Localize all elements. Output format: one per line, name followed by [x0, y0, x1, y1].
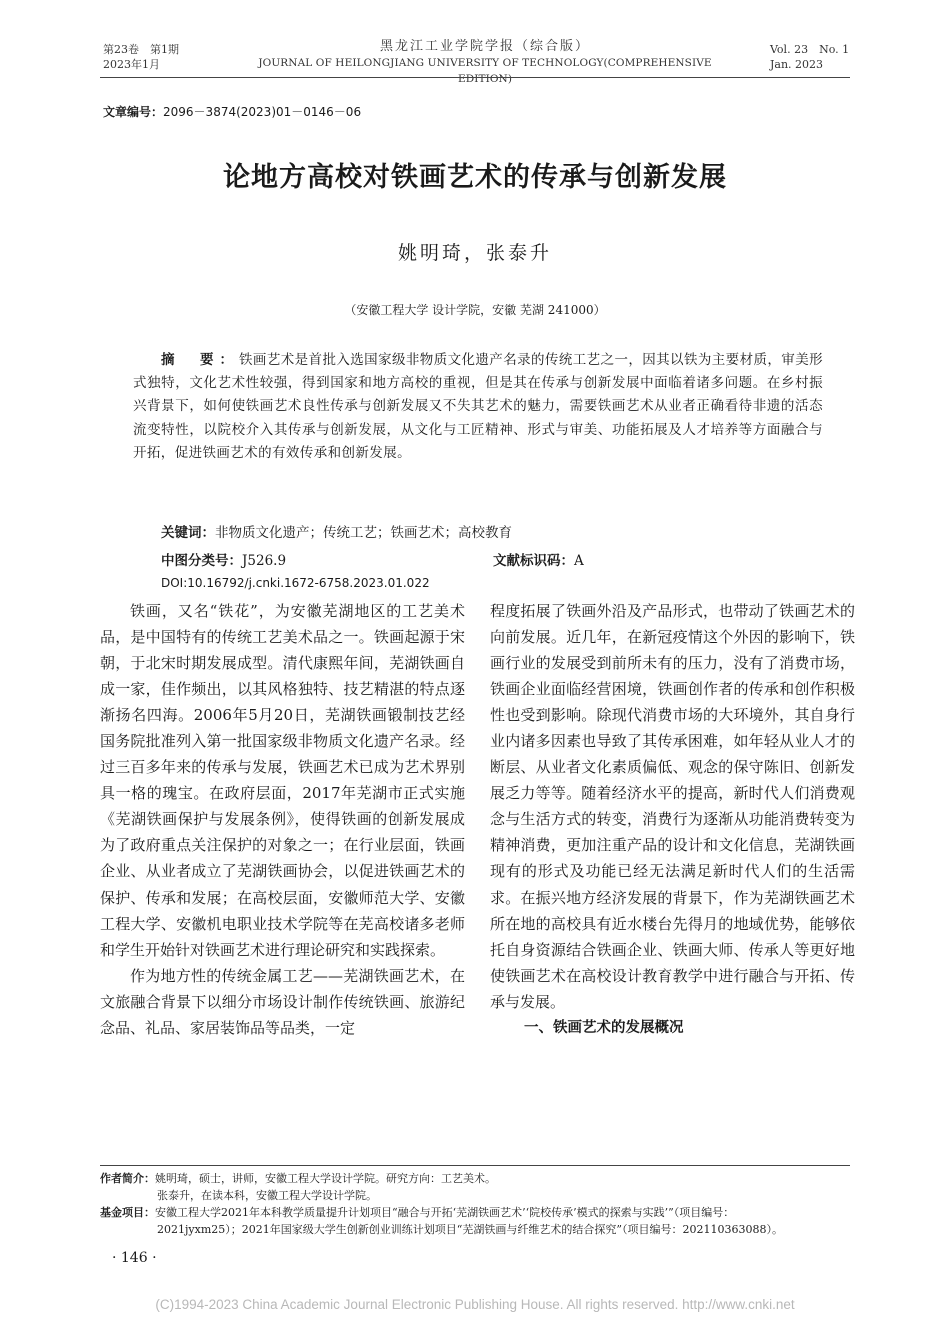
document-code — [493, 549, 584, 569]
clc-value: J526.9 — [242, 553, 287, 569]
footnote-author-1: 姚明琦，硕士，讲师，安徽工程大学设计学院。研究方向：工艺美术。 — [155, 1172, 496, 1185]
article-number-label: 文章编号： — [103, 105, 164, 119]
footnote-rule — [100, 1165, 850, 1166]
footnote-fund-2: 2021jyxm25）；2021年国家级大学生创新创业训练计划项目“芜湖铁画与纤维艺术的结合探究”（项目编号：202110363088）。 — [157, 1223, 783, 1236]
date-cn: 2023年1月 — [103, 58, 160, 71]
body-paragraph: 铁画，又名“铁花”，为安徽芜湖地区的工艺美术品，是中国特有的传统工艺美术品之一。铁画起源于宋朝，于北宋时期发展成型。清代康熙年间，芜湖铁画自成一家，佳作频出，以其风格独特、技艺精湛的特点逐渐扬名四海。2006年5月20日，芜湖铁画锻制技艺经国务院批准列入第一批国家级非物质文化遗产名录。经过三百多年来的传承与发展，铁画艺术已成为艺术界别具一格的瑰宝。在政府层面，2017年芜湖市正式实施《芜湖铁画保护与发展条例》，使得铁画的创新发展成为了政府重点关注保护的对象之一；在行业层面，铁画企业、从业者成立了芜湖铁画协会，以促进铁画艺术的保护、传承和发展；在高校层面，安徽师范大学、安徽工程大学、安徽机电职业技术学院等在芜高校诸多老师和学生开始针对铁画艺术进行理论研究和实践探索。 — [100, 602, 465, 959]
header-volume-cn — [103, 42, 179, 72]
journal-title-cn: 黑龙江工业学院学报（综合版） — [379, 39, 590, 54]
authors: 姚明琦，张泰升 — [397, 242, 552, 264]
abstract-text: 铁画艺术是首批入选国家级非物质文化遗产名录的传统工艺之一，因其以铁为主要材质，审美形式独特，文化艺术性较强，得到国家和地方高校的重视，但是其在传承与创新发展中面临着诸多问题。在乡村振兴背景下，如何使铁画艺术良性传承与创新发展又不失其艺术的魅力，需要铁画艺术从业者正确看待非遗的活态流变特性，以院校介入其传承与创新发展，从文化与工匠精神、形式与审美、功能拓展及人才培养等方面融合与开拓，促进铁画艺术的有效传承和创新发展。 — [133, 352, 824, 461]
header-journal — [230, 38, 740, 87]
paper-title: 论地方高校对铁画艺术的传承与创新发展 — [223, 162, 727, 193]
header-rule — [100, 77, 850, 78]
footnote-author-label: 作者简介： — [100, 1172, 155, 1185]
article-number-value: 2096－3874(2023)01－0146－06 — [163, 105, 362, 119]
footnote-fund-1: 安徽工程大学2021年本科教学质量提升计划项目“融合与开拓‘芜湖铁画艺术’‘院校传承’模式的探索与实践’”（项目编号： — [155, 1206, 735, 1219]
body-column-right — [490, 598, 855, 1041]
article-number — [103, 103, 361, 120]
clc-number — [161, 549, 286, 569]
body-paragraph-continued: 程度拓展了铁画外沿及产品形式，也带动了铁画艺术的向前发展。近几年，在新冠疫情这个外因的影响下，铁画行业的发展受到前所未有的压力，没有了消费市场，铁画企业面临经营困境，铁画创作者的传承和创作积极性也受到影响。除现代消费市场的大环境外，其自身行业内诸多因素也导致了其传承困难，如年轻从业人才的断层、从业者文化素质偏低、观念的保守陈旧、创新发展乏力等等。随着经济水平的提高，新时代人们消费观念与生活方式的转变，消费行为逐渐从功能消费转变为精神消费，更加注重产品的设计和文化信息，芜湖铁画现有的形式及功能已经无法满足新时代人们的生活需求。在振兴地方经济发展的背景下，作为芜湖铁画艺术所在地的高校具有近水楼台先得月的地域优势，能够依托自身资源结合铁画企业、铁画大师、传承人等更好地使铁画艺术在高校设计教育教学中进行融合与开拓、传承与发展。 — [490, 602, 855, 1011]
header-volume-en — [770, 42, 849, 72]
document-code-value: A — [574, 553, 584, 569]
clc-label: 中图分类号： — [161, 553, 242, 569]
journal-title-en: JOURNAL OF HEILONGJIANG UNIVERSITY OF TECHNOLOGY(COMPREHENSIVE EDITION) — [258, 57, 712, 85]
volume-issue-en: Vol. 23 No. 1 — [770, 43, 850, 56]
body-paragraph: 作为地方性的传统金属工艺——芜湖铁画艺术，在文旅融合背景下以细分市场设计制作传统铁画、旅游纪念品、礼品、家居装饰品等品类，一定 — [100, 966, 465, 1037]
volume-issue-cn: 第23卷 第1期 — [103, 43, 179, 56]
body-column-left — [100, 598, 465, 1041]
page-number: · 146 · — [112, 1250, 157, 1266]
abstract — [133, 349, 823, 465]
footnote-author-2: 张泰升，在读本科，安徽工程大学设计学院。 — [157, 1189, 377, 1202]
date-en: Jan. 2023 — [770, 58, 824, 71]
document-code-label: 文献标识码： — [493, 553, 574, 569]
keywords-value: 非物质文化遗产；传统工艺；铁画艺术；高校教育 — [215, 525, 512, 541]
footnote-fund-label: 基金项目： — [100, 1206, 155, 1219]
copyright-footer: (C)1994-2023 China Academic Journal Electronic Publishing House. All rights reserved. http://www.cnki.net — [155, 1297, 795, 1312]
keywords — [161, 521, 512, 541]
footnote-author — [100, 1170, 850, 1187]
doi: DOI:10.16792/j.cnki.1672-6758.2023.01.022 — [161, 576, 430, 590]
section-heading: 一、铁画艺术的发展概况 — [524, 1019, 684, 1036]
abstract-label: 摘 要： — [161, 352, 240, 368]
footnote-fund — [100, 1204, 850, 1221]
keywords-label: 关键词： — [161, 525, 215, 541]
affiliation: （安徽工程大学 设计学院，安徽 芜湖 241000） — [344, 303, 606, 317]
